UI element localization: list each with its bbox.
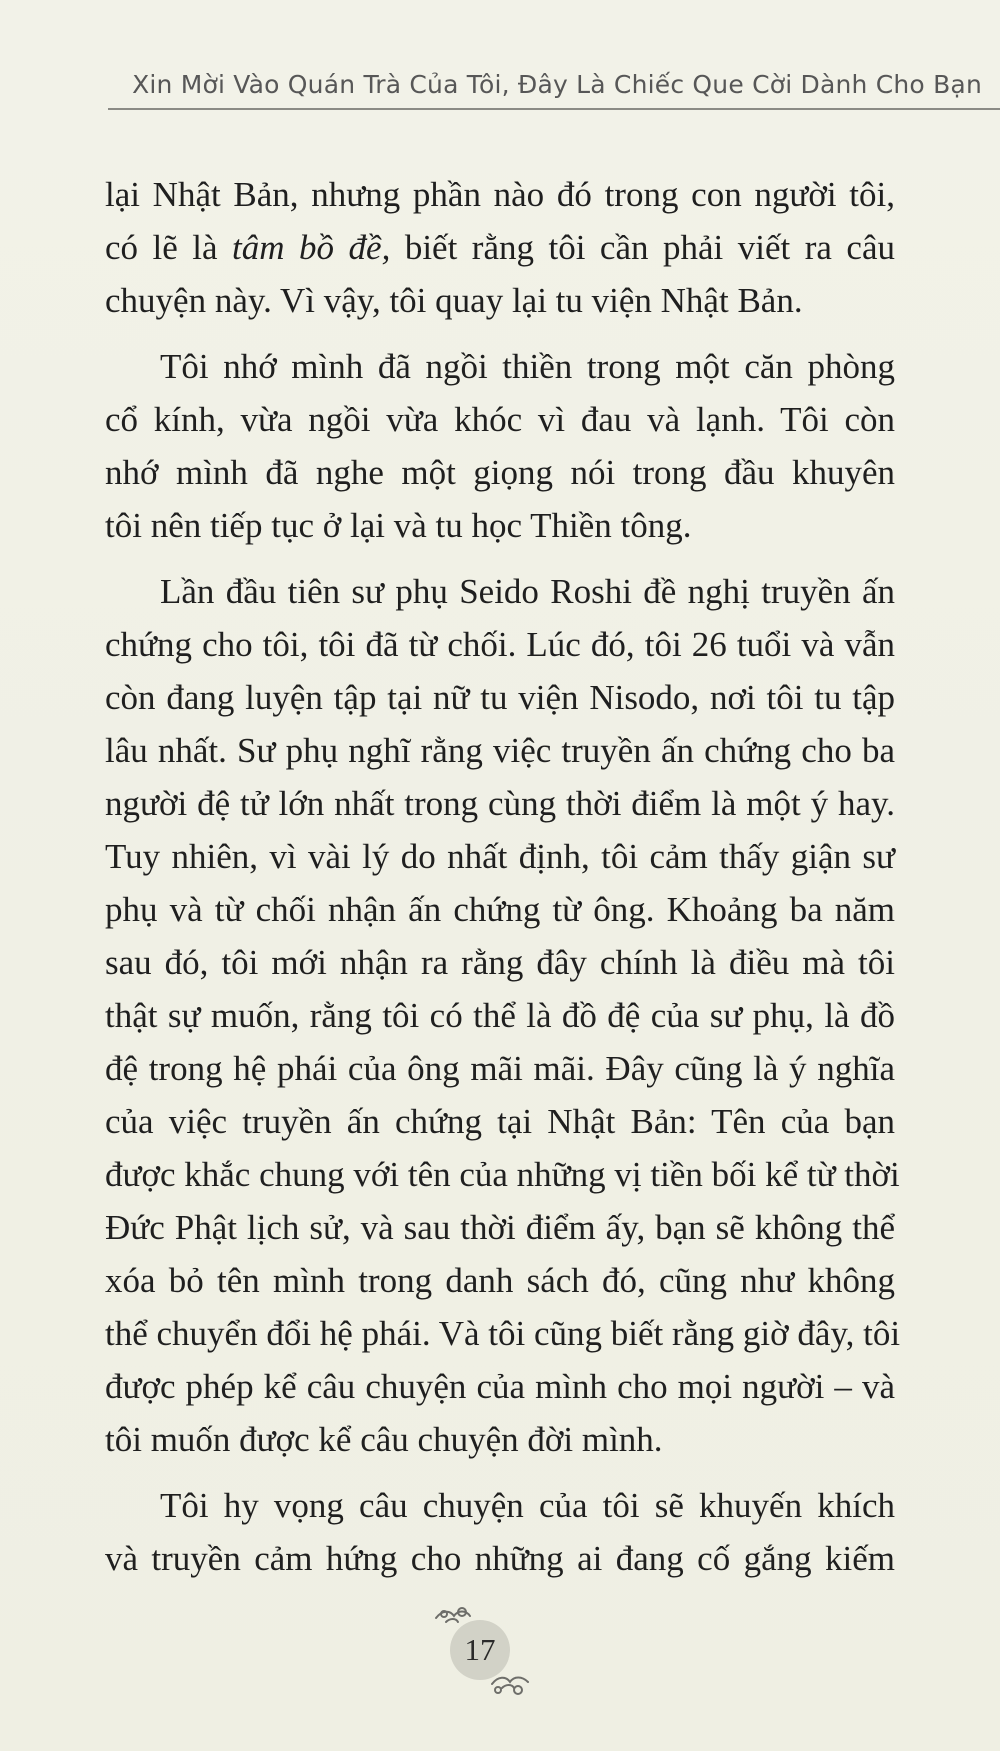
paragraph-gap bbox=[105, 1466, 895, 1479]
text-line: của việc truyền ấn chứng tại Nhật Bản: Tên của bạn bbox=[105, 1102, 895, 1141]
italic-term: tâm bồ đề, bbox=[232, 228, 391, 267]
paragraph-1 bbox=[105, 168, 895, 327]
text-line: người đệ tử lớn nhất trong cùng thời điểm là một ý hay. bbox=[105, 784, 895, 823]
text-line: xóa bỏ tên mình trong danh sách đó, cũng như không bbox=[105, 1261, 895, 1300]
text-line: Tôi nhớ mình đã ngồi thiền trong một căn phòng bbox=[160, 347, 895, 386]
text-run: biết rằng tôi cần phải viết ra câu bbox=[390, 228, 895, 267]
header-rule bbox=[108, 108, 1000, 110]
text-line: nhớ mình đã nghe một giọng nói trong đầu khuyên bbox=[105, 453, 895, 492]
text-line: và truyền cảm hứng cho những ai đang cố gắng kiếm bbox=[105, 1539, 895, 1578]
text-line: tôi nên tiếp tục ở lại và tu học Thiền tông. bbox=[105, 506, 692, 545]
text-line: cổ kính, vừa ngồi vừa khóc vì đau và lạnh. Tôi còn bbox=[105, 400, 895, 439]
paragraph-3 bbox=[105, 565, 901, 1466]
page-body-text bbox=[105, 168, 901, 1585]
page-footer bbox=[432, 1592, 532, 1702]
text-line: phụ và từ chối nhận ấn chứng từ ông. Khoảng ba năm bbox=[105, 890, 895, 929]
text-line: lại Nhật Bản, nhưng phần nào đó trong con người tôi, bbox=[105, 175, 895, 214]
paragraph-4 bbox=[105, 1479, 895, 1585]
text-line: Lần đầu tiên sư phụ Seido Roshi đề nghị truyền ấn bbox=[160, 572, 895, 611]
text-line: Đức Phật lịch sử, và sau thời điểm ấy, bạn sẽ không thể bbox=[105, 1208, 895, 1247]
paragraph-gap bbox=[105, 327, 895, 340]
text-line: Tôi hy vọng câu chuyện của tôi sẽ khuyến khích bbox=[160, 1486, 895, 1525]
text-line: đệ trong hệ phái của ông mãi mãi. Đây cũng là ý nghĩa bbox=[105, 1049, 895, 1088]
text-line: Tuy nhiên, vì vài lý do nhất định, tôi cảm thấy giận sư bbox=[105, 837, 895, 876]
text-line: thể chuyển đổi hệ phái. Và tôi cũng biết rằng giờ đây, tôi bbox=[105, 1314, 901, 1353]
paragraph-2 bbox=[105, 340, 895, 552]
text-line: được khắc chung với tên của những vị tiền bối kể từ thời bbox=[105, 1155, 900, 1194]
text-line: chứng cho tôi, tôi đã từ chối. Lúc đó, tôi 26 tuổi và vẫn bbox=[105, 625, 895, 664]
page-number: 17 bbox=[464, 1632, 496, 1667]
text-line: thật sự muốn, rằng tôi có thể là đồ đệ của sư phụ, là đồ bbox=[105, 996, 895, 1035]
paragraph-gap bbox=[105, 552, 895, 565]
text-line bbox=[105, 221, 895, 274]
text-line: được phép kể câu chuyện của mình cho mọi người – và bbox=[105, 1367, 895, 1406]
text-run: có lẽ là bbox=[105, 228, 233, 267]
running-title: Xin Mời Vào Quán Trà Của Tôi, Đây Là Chiếc Que Cời Dành Cho Bạn bbox=[132, 70, 982, 99]
running-header bbox=[108, 58, 1000, 110]
text-line: lâu nhất. Sư phụ nghĩ rằng việc truyền ấn chứng cho ba bbox=[105, 731, 895, 770]
text-line: tôi muốn được kể câu chuyện đời mình. bbox=[105, 1420, 663, 1459]
text-line: sau đó, tôi mới nhận ra rằng đây chính là điều mà tôi bbox=[105, 943, 895, 982]
text-line: còn đang luyện tập tại nữ tu viện Nisodo, nơi tôi tu tập bbox=[105, 678, 895, 717]
text-line: chuyện này. Vì vậy, tôi quay lại tu viện Nhật Bản. bbox=[105, 281, 803, 320]
